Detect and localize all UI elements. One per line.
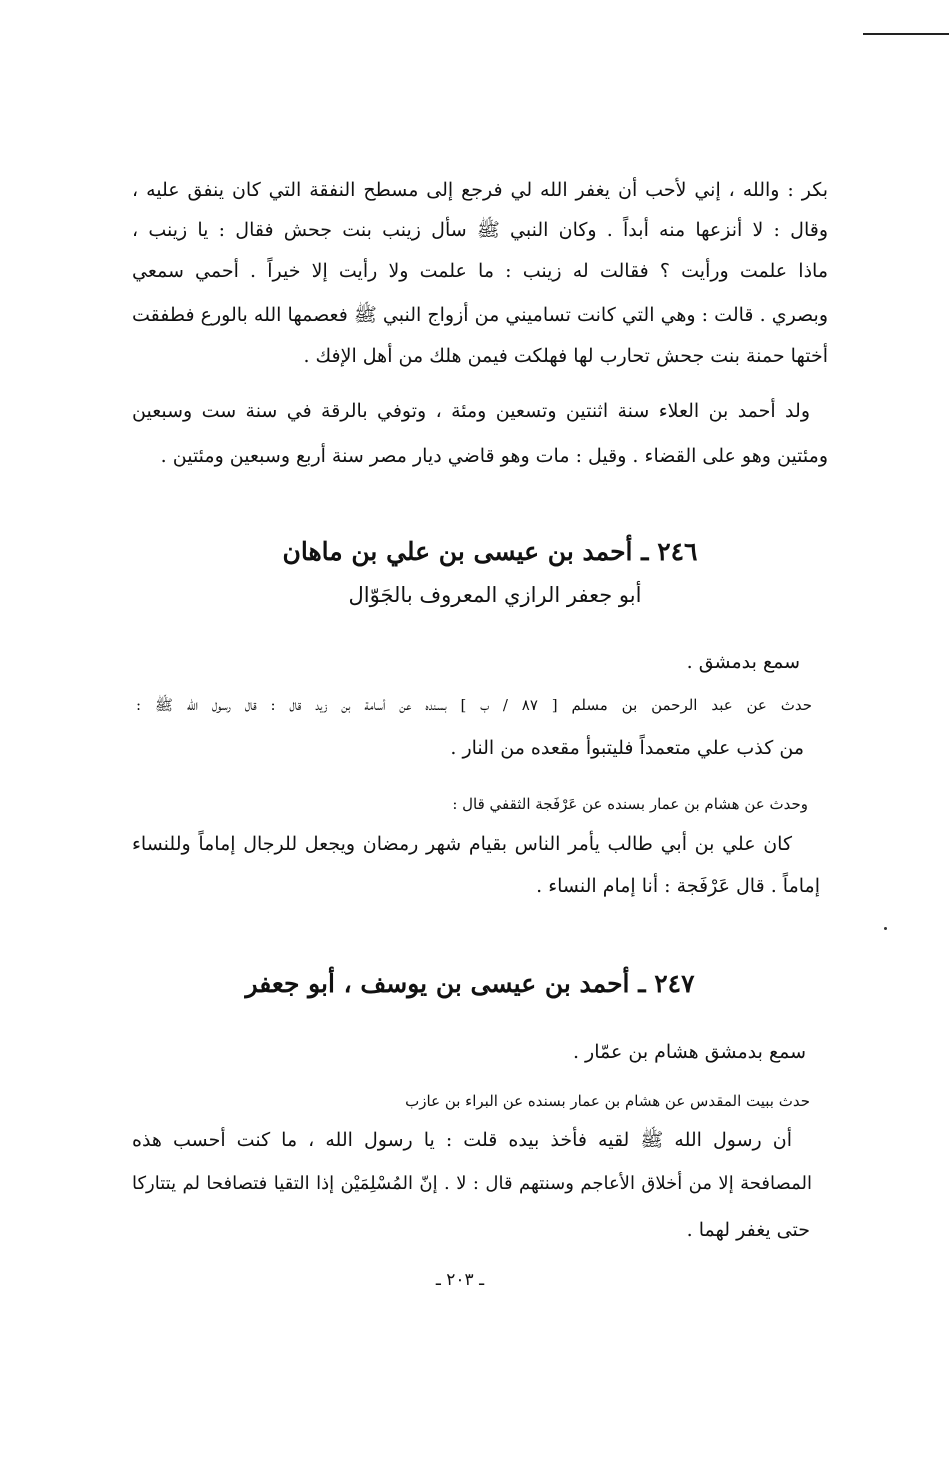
entry-247-narration-line-2: المصافحة إلا من أخلاق الأعاجم وسنتهم قال : لا . إنّ المُسْلِمَيْن إذا التقيا فتصافحا لم يتتاركا [132, 1173, 812, 1194]
paragraph1-line-5: أختها حمنة بنت جحش تحارب لها فهلكت فيمن هلك من أهل الإفك . [303, 345, 828, 367]
entry-247-narration-intro: حدث ببيت المقدس عن هشام بن عمار بسنده عن البراء بن عازب [405, 1092, 810, 1110]
margin-dot [884, 927, 887, 930]
entry-247-narration-line-1: أن رسول الله ﷺ لقيه فأخذ بيده قلت : يا رسول الله ، ما كنت أحسب هذه [132, 1129, 792, 1151]
paragraph1-line-3: ماذا علمت ورأيت ؟ فقالت له زينب : ما علمت ولا رأيت إلا خيراً . أحمي سمعي [132, 260, 828, 282]
entry-246-narration2-intro: وحدث عن هشام بن عمار بسنده عن عَرْفَجة الثقفي قال : [452, 795, 808, 813]
paragraph2-line-1: ولد أحمد بن العلاء سنة اثنتين وتسعين ومئة ، وتوفي بالرقة في سنة ست وسبعين [132, 400, 810, 422]
paragraph1-line-4: وبصري . قالت : وهي التي كانت تساميني من أزواج النبي ﷺ فعصمها الله بالورع فطفقت [132, 304, 828, 326]
corner-rule [863, 33, 949, 35]
paragraph1-line-2: وقال : لا أنزعها منه أبداً . وكان النبي ﷺ سأل زينب بنت جحش فقال : يا زينب ، [132, 219, 828, 241]
entry-246-heard: سمع بدمشق . [686, 651, 800, 673]
paragraph2-line-2: ومئتين وهو على القضاء . وقيل : مات وهو قاضي ديار مصر سنة أربع وسبعين ومئتين . [160, 445, 828, 467]
entry-246-narration2-line-1: كان علي بن أبي طالب يأمر الناس بقيام شهر رمضان ويجعل للرجال إماماً وللنساء [132, 833, 792, 855]
entry-246-narration1-text: من كذب علي متعمداً فليتبوأ مقعده من النار . [450, 737, 804, 759]
entry-247-narration-line-3: حتى يغفر لهما . [686, 1219, 810, 1241]
page-number: ـ ٢٠٣ ـ [435, 1270, 485, 1290]
entry-247-title: ٢٤٧ ـ أحمد بن عيسى بن يوسف ، أبو جعفر [245, 969, 695, 998]
entry-246-subtitle: أبو جعفر الرازي المعروف بالجَوّال [348, 583, 642, 607]
entry-247-heard: سمع بدمشق هشام بن عمّار . [572, 1041, 806, 1063]
entry-246-narration1-intro: حدث عن عبد الرحمن بن مسلم [ ٨٧ / ب ] بسنده عن أسامة بن زيد قال : قال رسول الله ﷺ : [136, 696, 812, 714]
entry-246-narration2-line-2: إماماً . قال عَرْفَجة : أنا إمام النساء . [536, 875, 820, 897]
entry-246-title: ٢٤٦ ـ أحمد بن عيسى بن علي بن ماهان [282, 537, 698, 566]
paragraph1-line-1: بكر : والله ، إني لأحب أن يغفر الله لي فرجع إلى مسطح النفقة التي كان ينفق عليه ، [132, 179, 828, 201]
